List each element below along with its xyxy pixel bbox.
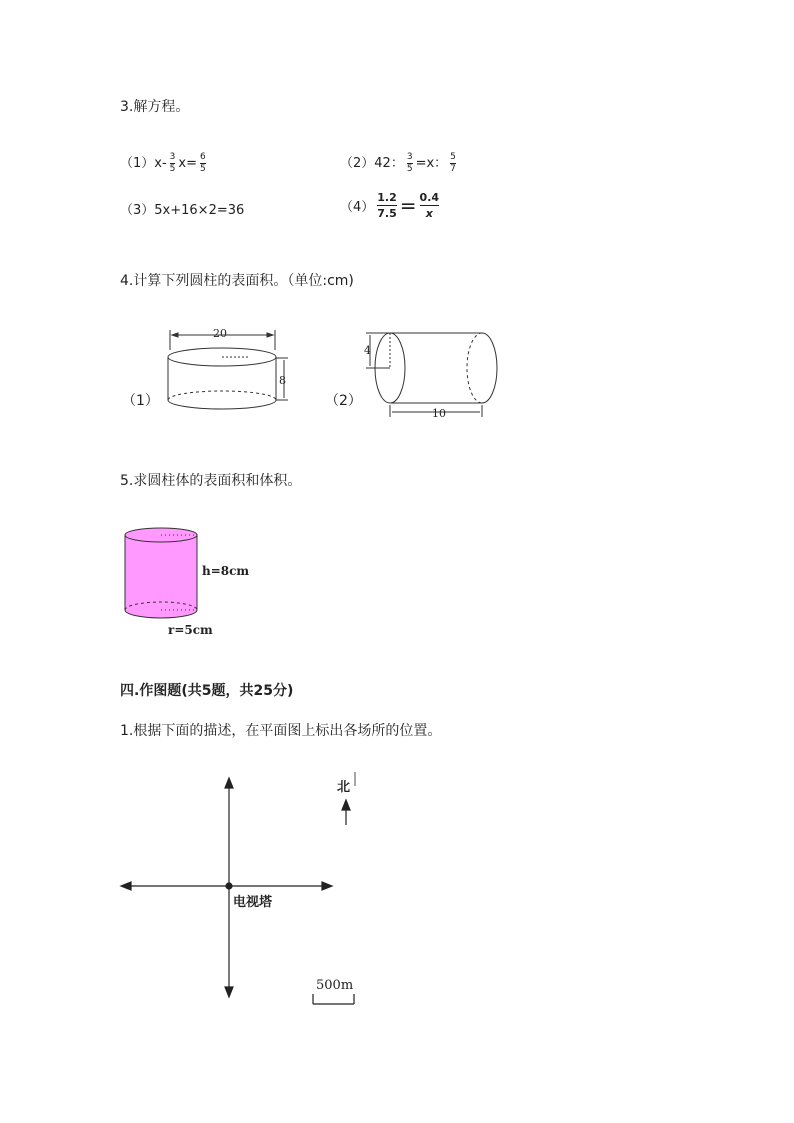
origin-label: 电视塔 bbox=[233, 895, 273, 910]
scale-label: 500m bbox=[316, 978, 354, 993]
fig2-label: （2） bbox=[325, 393, 362, 409]
equation-2: （2）42： $\frac{3}{5}$ =x： $\frac{5}{7}$ bbox=[340, 152, 456, 174]
height-label: h=8cm bbox=[202, 564, 250, 578]
map-axes-figure bbox=[118, 770, 368, 1010]
radius-label: r=5cm bbox=[168, 623, 213, 637]
fig2-radius: 4 bbox=[364, 344, 371, 357]
section4-heading: 四.作图题(共5题，共25分) bbox=[120, 683, 294, 699]
fig1-height: 8 bbox=[279, 374, 286, 387]
section4-q1-title: 1.根据下面的描述，在平面图上标出各场所的位置。 bbox=[120, 723, 442, 739]
cylinder-1-figure bbox=[160, 325, 300, 420]
pink-cylinder-figure bbox=[120, 525, 205, 620]
q4-title: 4.计算下列圆柱的表面积。（单位:cm) bbox=[120, 273, 354, 289]
fig1-diameter: 20 bbox=[213, 327, 227, 340]
q3-title: 3.解方程。 bbox=[120, 99, 190, 115]
equation-4: （4） $\frac{1.2}{7.5}$ = $\frac{0.4}{x}$ bbox=[340, 191, 440, 220]
q5-title: 5.求圆柱体的表面积和体积。 bbox=[120, 473, 302, 489]
equation-1: （1）x- $\frac{3}{5}$ x= $\frac{6}{5}$ bbox=[120, 152, 206, 174]
fig2-length: 10 bbox=[432, 407, 446, 420]
equation-3: （3）5x+16×2=36 bbox=[120, 203, 245, 218]
north-label: 北 bbox=[337, 780, 351, 795]
fig1-label: （1） bbox=[122, 393, 159, 409]
